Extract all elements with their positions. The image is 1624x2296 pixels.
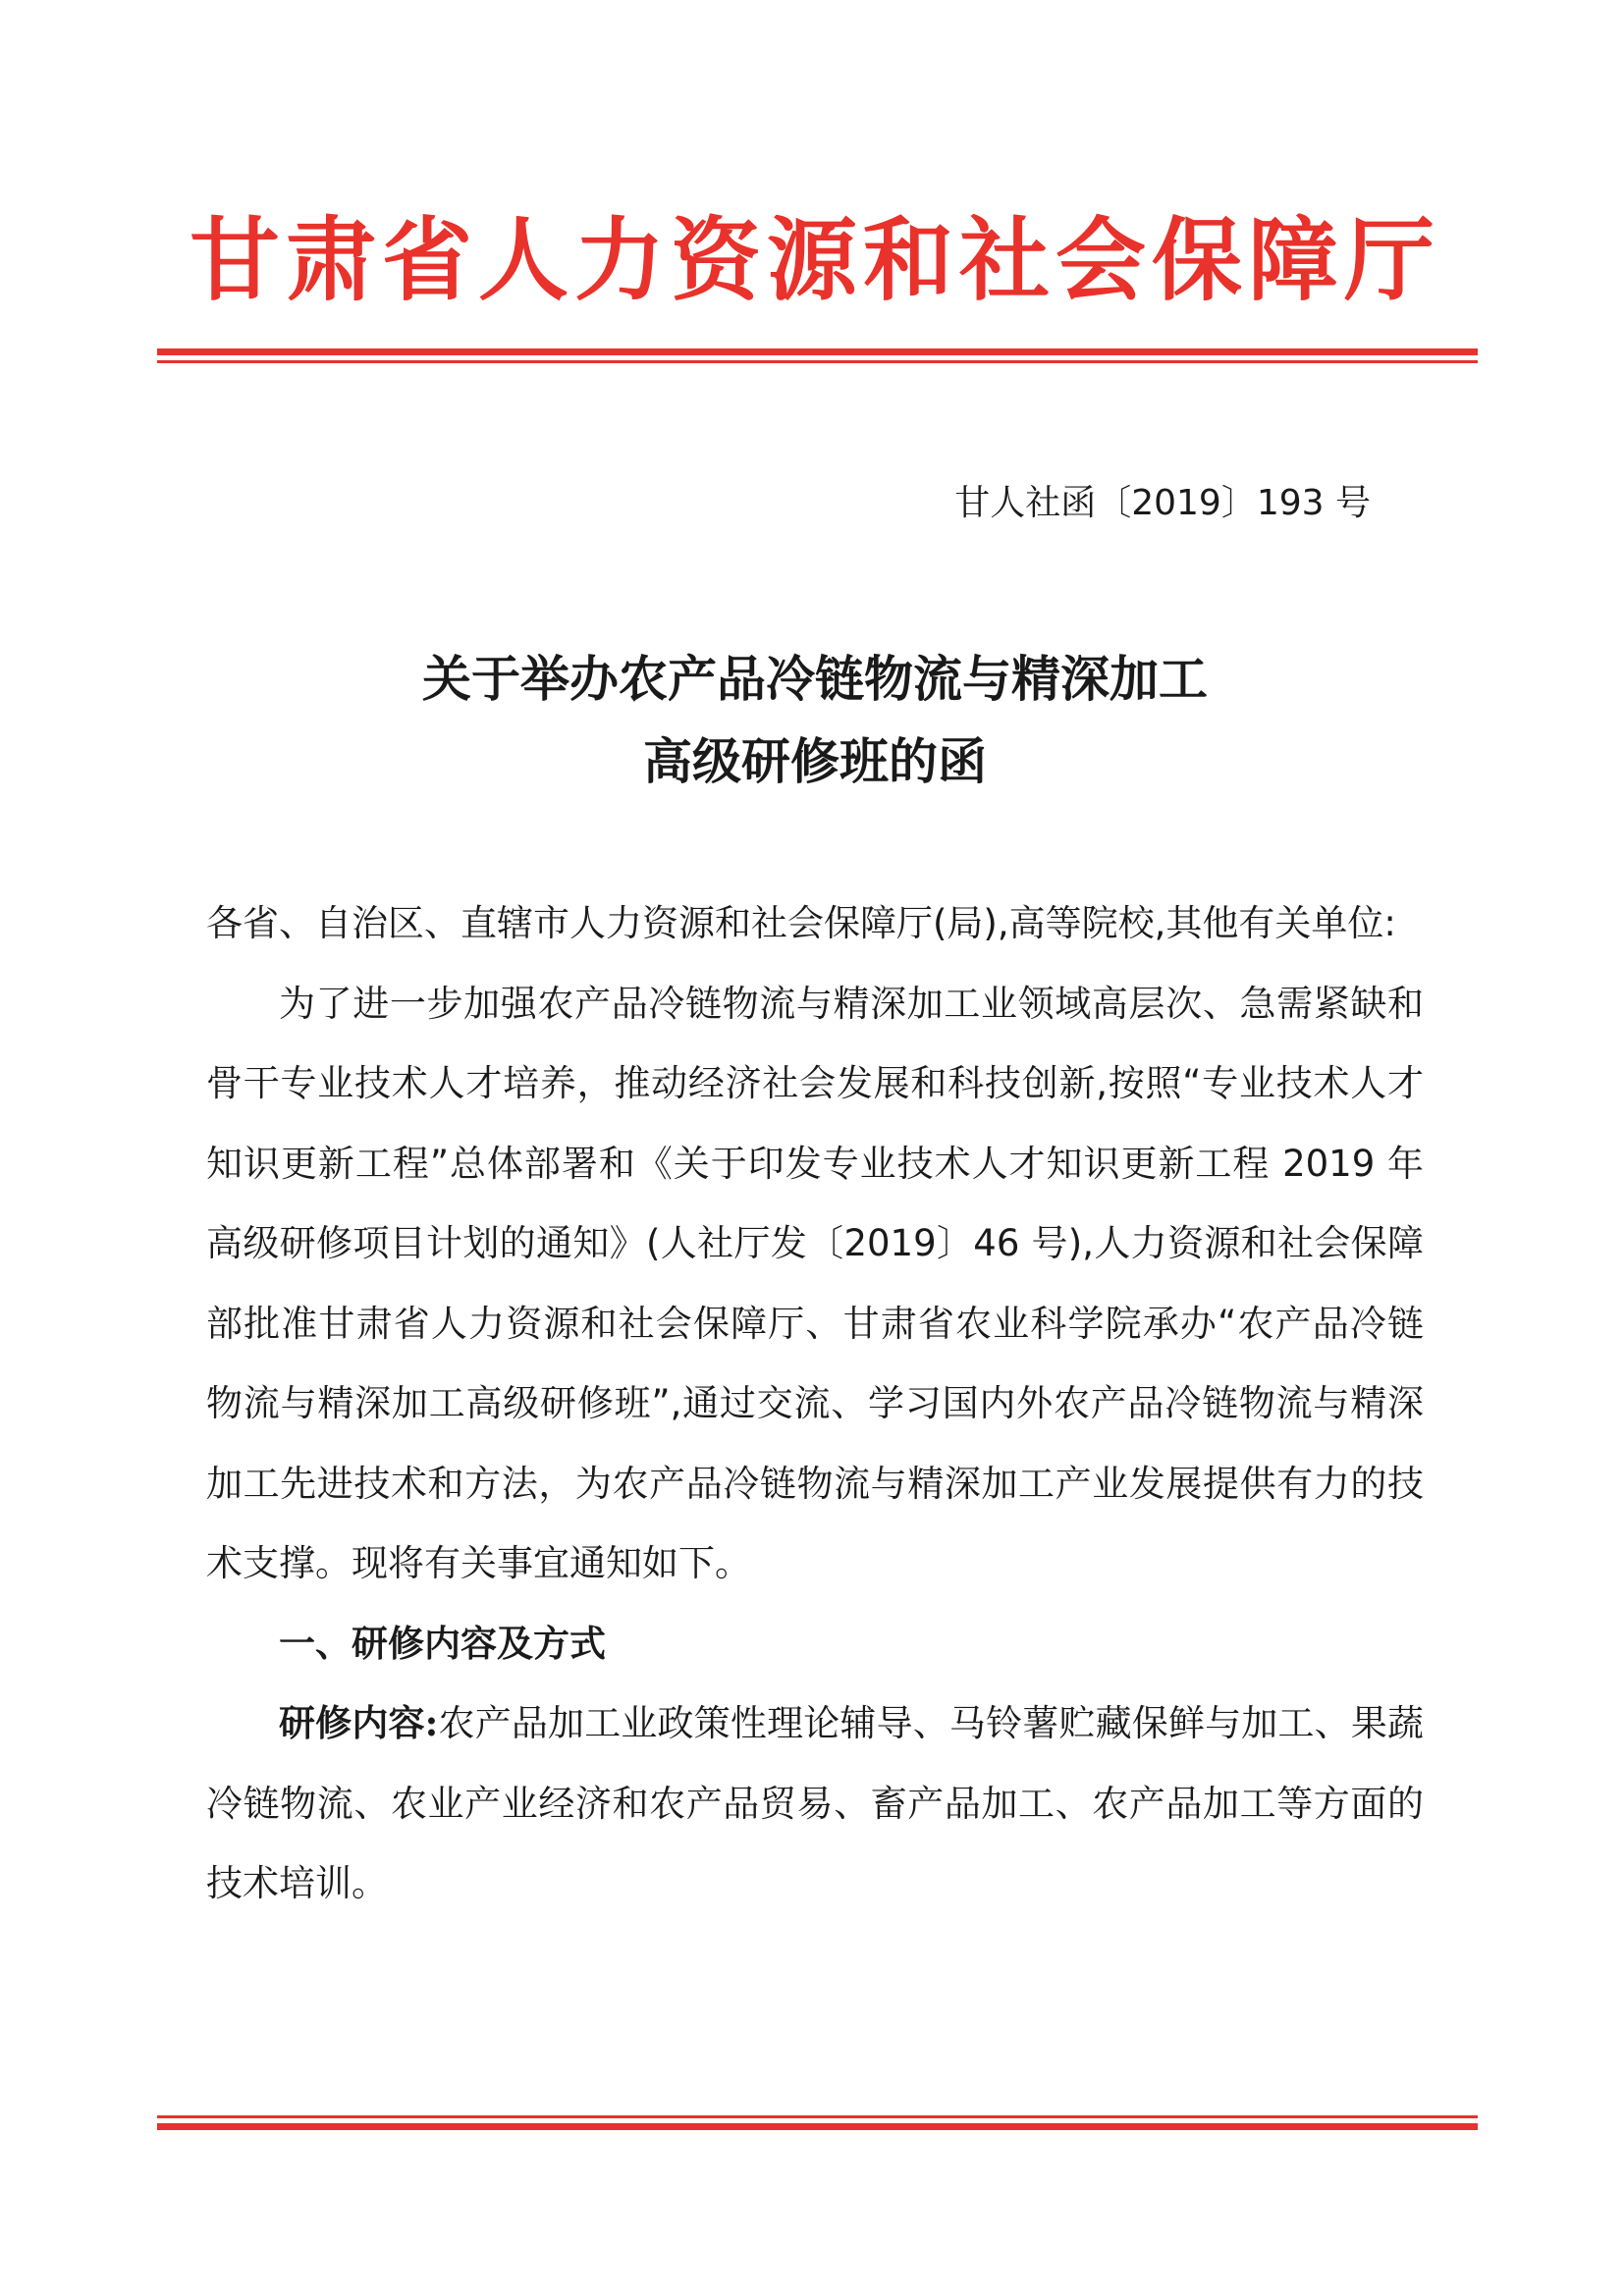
- salutation: 各省、自治区、直辖市人力资源和社会保障厅(局),高等院校,其他有关单位:: [206, 902, 1396, 944]
- document-number: 甘人社函〔2019〕193 号: [954, 483, 1371, 523]
- content-label: 研修内容:: [279, 1701, 439, 1744]
- title-line-2: 高级研修班的函: [643, 732, 987, 790]
- content-text: 农产品加工业政策性理论辅导、马铃薯贮藏保鲜与加工、果蔬冷链物流、农业产业经济和农产品贸易、畜产品加工、农产品加工等方面的技术培训。: [206, 1702, 1424, 1904]
- red-rule-thick: [157, 348, 1478, 355]
- footer-rule-thick: [157, 2123, 1478, 2130]
- paragraph-intro: 为了进一步加强农产品冷链物流与精深加工业领域高层次、急需紧缺和骨干专业技术人才培养，推动经济社会发展和科技创新,按照“专业技术人才知识更新工程”总体部署和《关于印发专业技术人才知识更新工程 2019 年高级研修项目计划的通知》(人社厅发〔2019〕46 号),人力资源和社会保障部批准甘肃省人力资源和社会保障厅、甘肃省农业科学院承办“农产品冷链物流与精深加工高级研修班”,通过交流、学习国内外农产品冷链物流与精深加工先进技术和方法，为农产品冷链物流与精深加工产业发展提供有力的技术支撑。现将有关事宜通知如下。: [206, 982, 1424, 1584]
- footer-rule-thin: [157, 2115, 1478, 2118]
- masthead-org-name: 甘肃省人力资源和社会保障厅: [189, 207, 1440, 313]
- footer-red-rule: [157, 2115, 1478, 2130]
- section-heading-1: 一、研修内容及方式: [279, 1621, 606, 1665]
- document-body: [206, 883, 1424, 1924]
- document-title: [157, 638, 1473, 803]
- paragraph-content: [206, 1683, 1424, 1924]
- title-line-1: 关于举办农产品冷链物流与精深加工: [422, 650, 1208, 708]
- masthead-red-rule: [157, 348, 1478, 363]
- red-rule-thin: [157, 360, 1478, 363]
